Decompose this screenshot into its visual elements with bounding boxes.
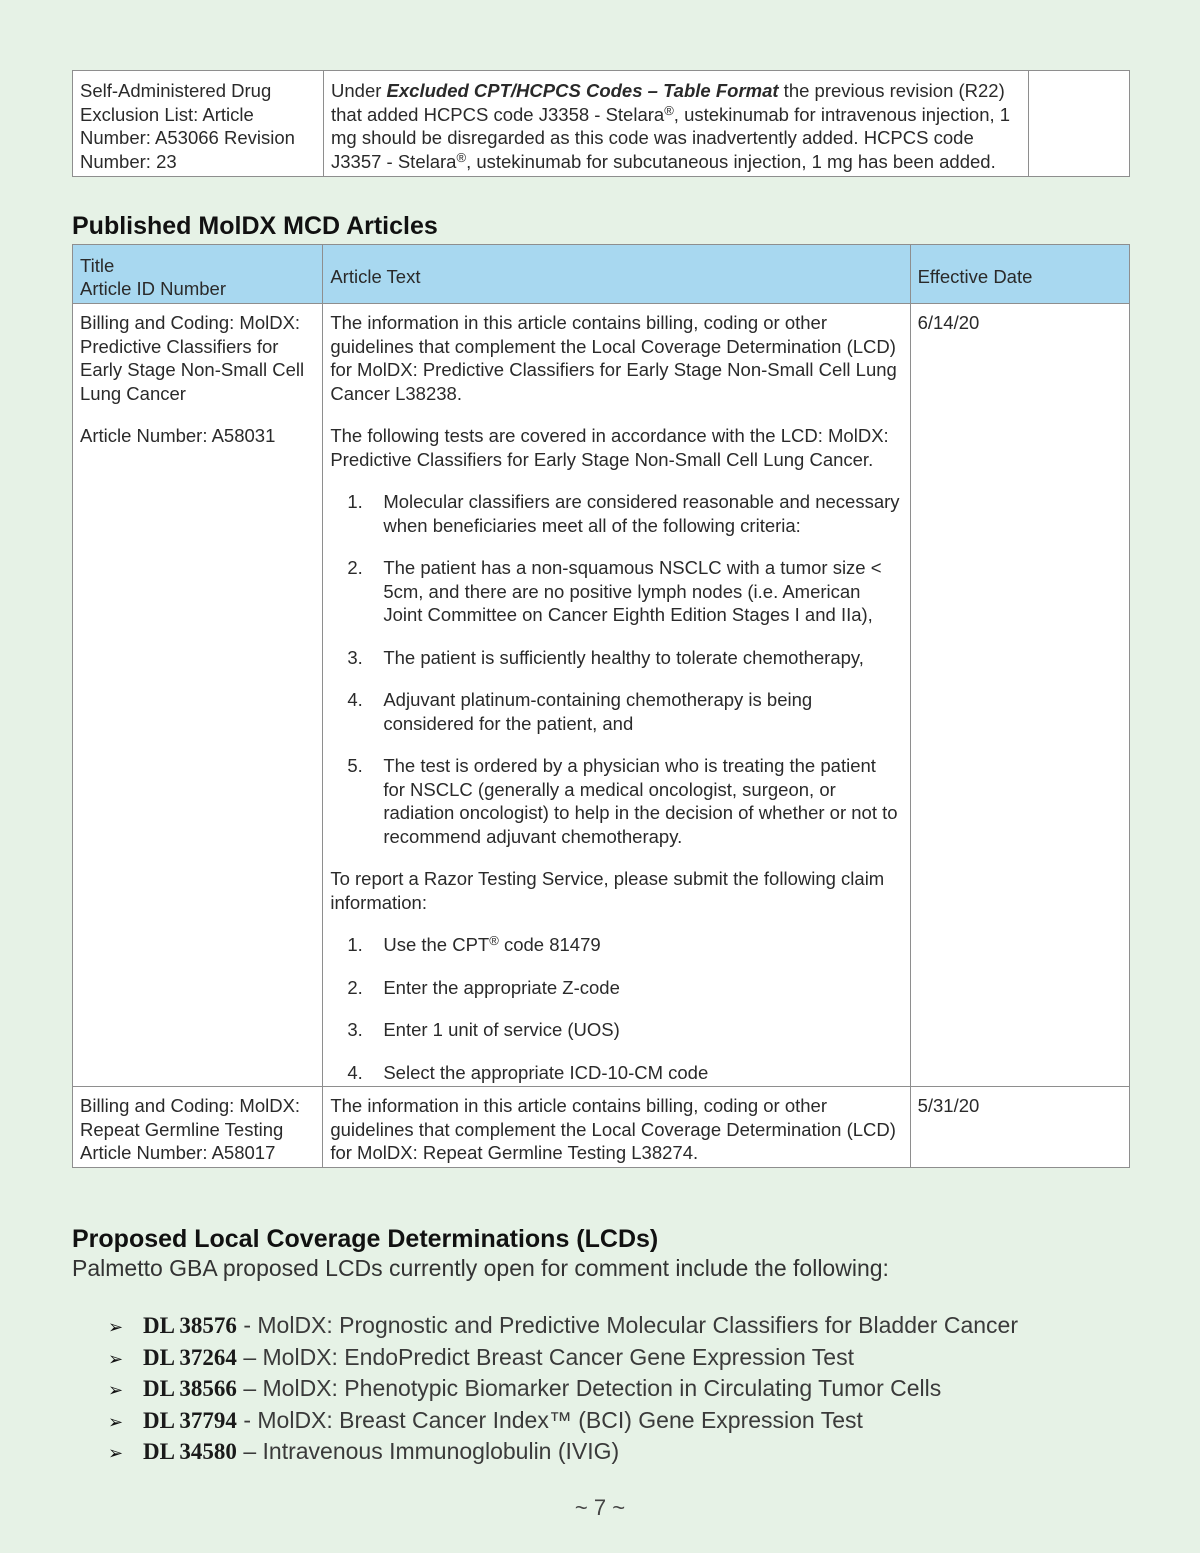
text-segment: , ustekinumab for intravenous injection, 1 mg should be disregarded as this code was inadvertently added. HCPCS code J3357 - Stelara xyxy=(331,103,1011,172)
article-title-cell xyxy=(73,1087,323,1168)
list-item xyxy=(330,1061,902,1085)
page-number: ~ 7 ~ xyxy=(574,1495,626,1520)
section-heading-lcds: Proposed Local Coverage Determinations (LCDs) xyxy=(72,1225,659,1253)
list-item xyxy=(330,556,902,627)
effective-date-cell xyxy=(1029,71,1130,177)
column-header-article-text: Article Text xyxy=(323,245,910,304)
criteria-list xyxy=(330,490,902,848)
emphasis-text: Excluded CPT/HCPCS Codes – Table Format xyxy=(386,80,779,101)
text-segment: , ustekinumab for subcutaneous injection, 1 mg has been added. xyxy=(466,150,996,172)
list-item xyxy=(108,1437,1018,1469)
arrow-bullet-icon: ➢ xyxy=(108,1380,124,1400)
list-text: The patient has a non-squamous NSCLC with a tumor size < 5cm, and there are no positive lymph nodes (i.e. American Joint Committee on Cancer Eighth Edition Stages I and IIa), xyxy=(383,557,882,625)
list-number: 1. xyxy=(347,934,363,955)
lcd-code: DL 38576 xyxy=(143,1313,237,1338)
paragraph: The information in this article contains billing, coding or other guidelines that complement the Local Coverage Determination (LCD) for MolDX: Predictive Classifiers for Early Stage Non-Small Cell Lung Cancer L38238. xyxy=(330,312,897,404)
list-number: 5. xyxy=(347,755,363,776)
lcd-title: MolDX: EndoPredict Breast Cancer Gene Expression Test xyxy=(262,1343,854,1370)
article-text-cell xyxy=(323,304,910,1087)
lcd-title: MolDX: Prognostic and Predictive Molecular Classifiers for Bladder Cancer xyxy=(257,1312,1018,1338)
list-item xyxy=(330,1018,902,1042)
list-item xyxy=(330,976,902,1000)
list-number: 2. xyxy=(347,557,363,578)
list-number: 2. xyxy=(347,976,363,998)
list-text: Enter the appropriate Z-code xyxy=(383,976,620,998)
list-text: Adjuvant platinum-containing chemotherapy is being considered for the patient, and xyxy=(383,689,813,734)
list-text: The patient is sufficiently healthy to tolerate chemotherapy, xyxy=(383,646,864,668)
list-number: 1. xyxy=(347,491,363,512)
arrow-bullet-icon: ➢ xyxy=(108,1348,124,1369)
paragraph: The following tests are covered in accordance with the LCD: MolDX: Predictive Classifiers for Early Stage Non-Small Cell Lung Cancer. xyxy=(330,425,889,470)
list-item xyxy=(108,1343,1018,1375)
list-text: The test is ordered by a physician who is treating the patient for NSCLC (generally a medical oncologist, surgeon, or radiation oncologist) to help in the decision of whether or not to recommend adjuvant chemotherapy. xyxy=(383,755,898,847)
table-row xyxy=(73,304,1130,1087)
claim-steps-list xyxy=(330,933,902,1084)
separator: – xyxy=(236,1343,263,1370)
list-text: Molecular classifiers are considered reasonable and necessary when beneficiaries meet all of the following criteria: xyxy=(383,491,900,536)
list-item xyxy=(330,688,902,735)
list-text: Use the CPT xyxy=(383,934,490,955)
list-item xyxy=(330,646,902,670)
list-number: 4. xyxy=(347,1061,363,1083)
article-number: Article Number: A58031 xyxy=(80,425,276,446)
header-text: Article ID Number xyxy=(80,277,226,299)
effective-date-cell: 5/31/20 xyxy=(910,1087,1129,1168)
separator: - xyxy=(236,1406,258,1433)
lcd-title: MolDX: Breast Cancer Index™ (BCI) Gene Expression Test xyxy=(257,1406,863,1433)
header-text: Title xyxy=(80,254,115,276)
article-title: Billing and Coding: MolDX: Repeat Germline Testing xyxy=(80,1095,301,1140)
list-item xyxy=(330,933,902,957)
list-item xyxy=(330,754,902,848)
separator: – xyxy=(236,1375,263,1401)
lcd-code: DL 37794 xyxy=(143,1407,237,1433)
article-number: Article Number: A58017 xyxy=(80,1142,276,1163)
list-text: Enter 1 unit of service (UOS) xyxy=(383,1019,620,1040)
table-header-row xyxy=(73,245,1130,304)
lcd-title: MolDX: Phenotypic Biomarker Detection in Circulating Tumor Cells xyxy=(262,1375,942,1401)
column-header-title xyxy=(73,245,323,304)
list-item xyxy=(330,490,902,537)
separator: - xyxy=(236,1312,258,1338)
article-title: Billing and Coding: MolDX: Predictive Classifiers for Early Stage Non-Small Cell Lung Cancer xyxy=(80,312,305,404)
arrow-bullet-icon: ➢ xyxy=(108,1443,124,1463)
lcd-code: DL 38566 xyxy=(143,1376,237,1401)
arrow-bullet-icon: ➢ xyxy=(108,1317,124,1337)
column-header-effective-date: Effective Date xyxy=(910,245,1129,304)
table-row xyxy=(73,1087,1130,1168)
table-row xyxy=(73,71,1130,177)
list-text: Select the appropriate ICD-10-CM code xyxy=(383,1061,709,1083)
lcds-intro: Palmetto GBA proposed LCDs currently open for comment include the following: xyxy=(72,1255,889,1281)
paragraph: To report a Razor Testing Service, please submit the following claim information: xyxy=(330,868,885,913)
effective-date-cell: 6/14/20 xyxy=(910,304,1129,1087)
article-text-cell xyxy=(324,71,1029,177)
list-item xyxy=(108,1406,1018,1438)
registered-mark: ® xyxy=(456,149,467,165)
list-text: code 81479 xyxy=(498,934,601,955)
list-item xyxy=(108,1374,1018,1406)
section-heading-moldx: Published MolDX MCD Articles xyxy=(72,212,438,240)
text-segment: Under xyxy=(331,80,387,101)
lcd-code: DL 34580 xyxy=(143,1439,237,1464)
registered-mark: ® xyxy=(664,102,674,118)
text-segment: the previous revision (R22) that added HCPCS code J3358 - Stelara xyxy=(331,80,1005,125)
list-number: 4. xyxy=(347,689,363,710)
list-number: 3. xyxy=(347,646,363,668)
lcd-title: Intravenous Immunoglobulin (IVIG) xyxy=(262,1438,620,1464)
separator: – xyxy=(236,1438,263,1464)
list-number: 3. xyxy=(347,1019,363,1040)
article-title-cell: Self-Administered Drug Exclusion List: Article Number: A53066 Revision Number: 23 xyxy=(73,71,324,177)
list-item xyxy=(108,1311,1018,1343)
lcd-code: DL 37264 xyxy=(143,1344,237,1370)
drug-exclusion-table xyxy=(72,70,1130,177)
article-title-cell xyxy=(73,304,323,1087)
registered-mark: ® xyxy=(489,933,499,948)
paragraph: The information in this article contains billing, coding or other guidelines that complement the Local Coverage Determination (LCD) for MolDX: Repeat Germline Testing L38274. xyxy=(330,1095,896,1163)
arrow-bullet-icon: ➢ xyxy=(108,1411,124,1432)
moldx-articles-table xyxy=(72,244,1130,1168)
proposed-lcd-list xyxy=(108,1311,1018,1469)
article-text-cell xyxy=(323,1087,910,1168)
